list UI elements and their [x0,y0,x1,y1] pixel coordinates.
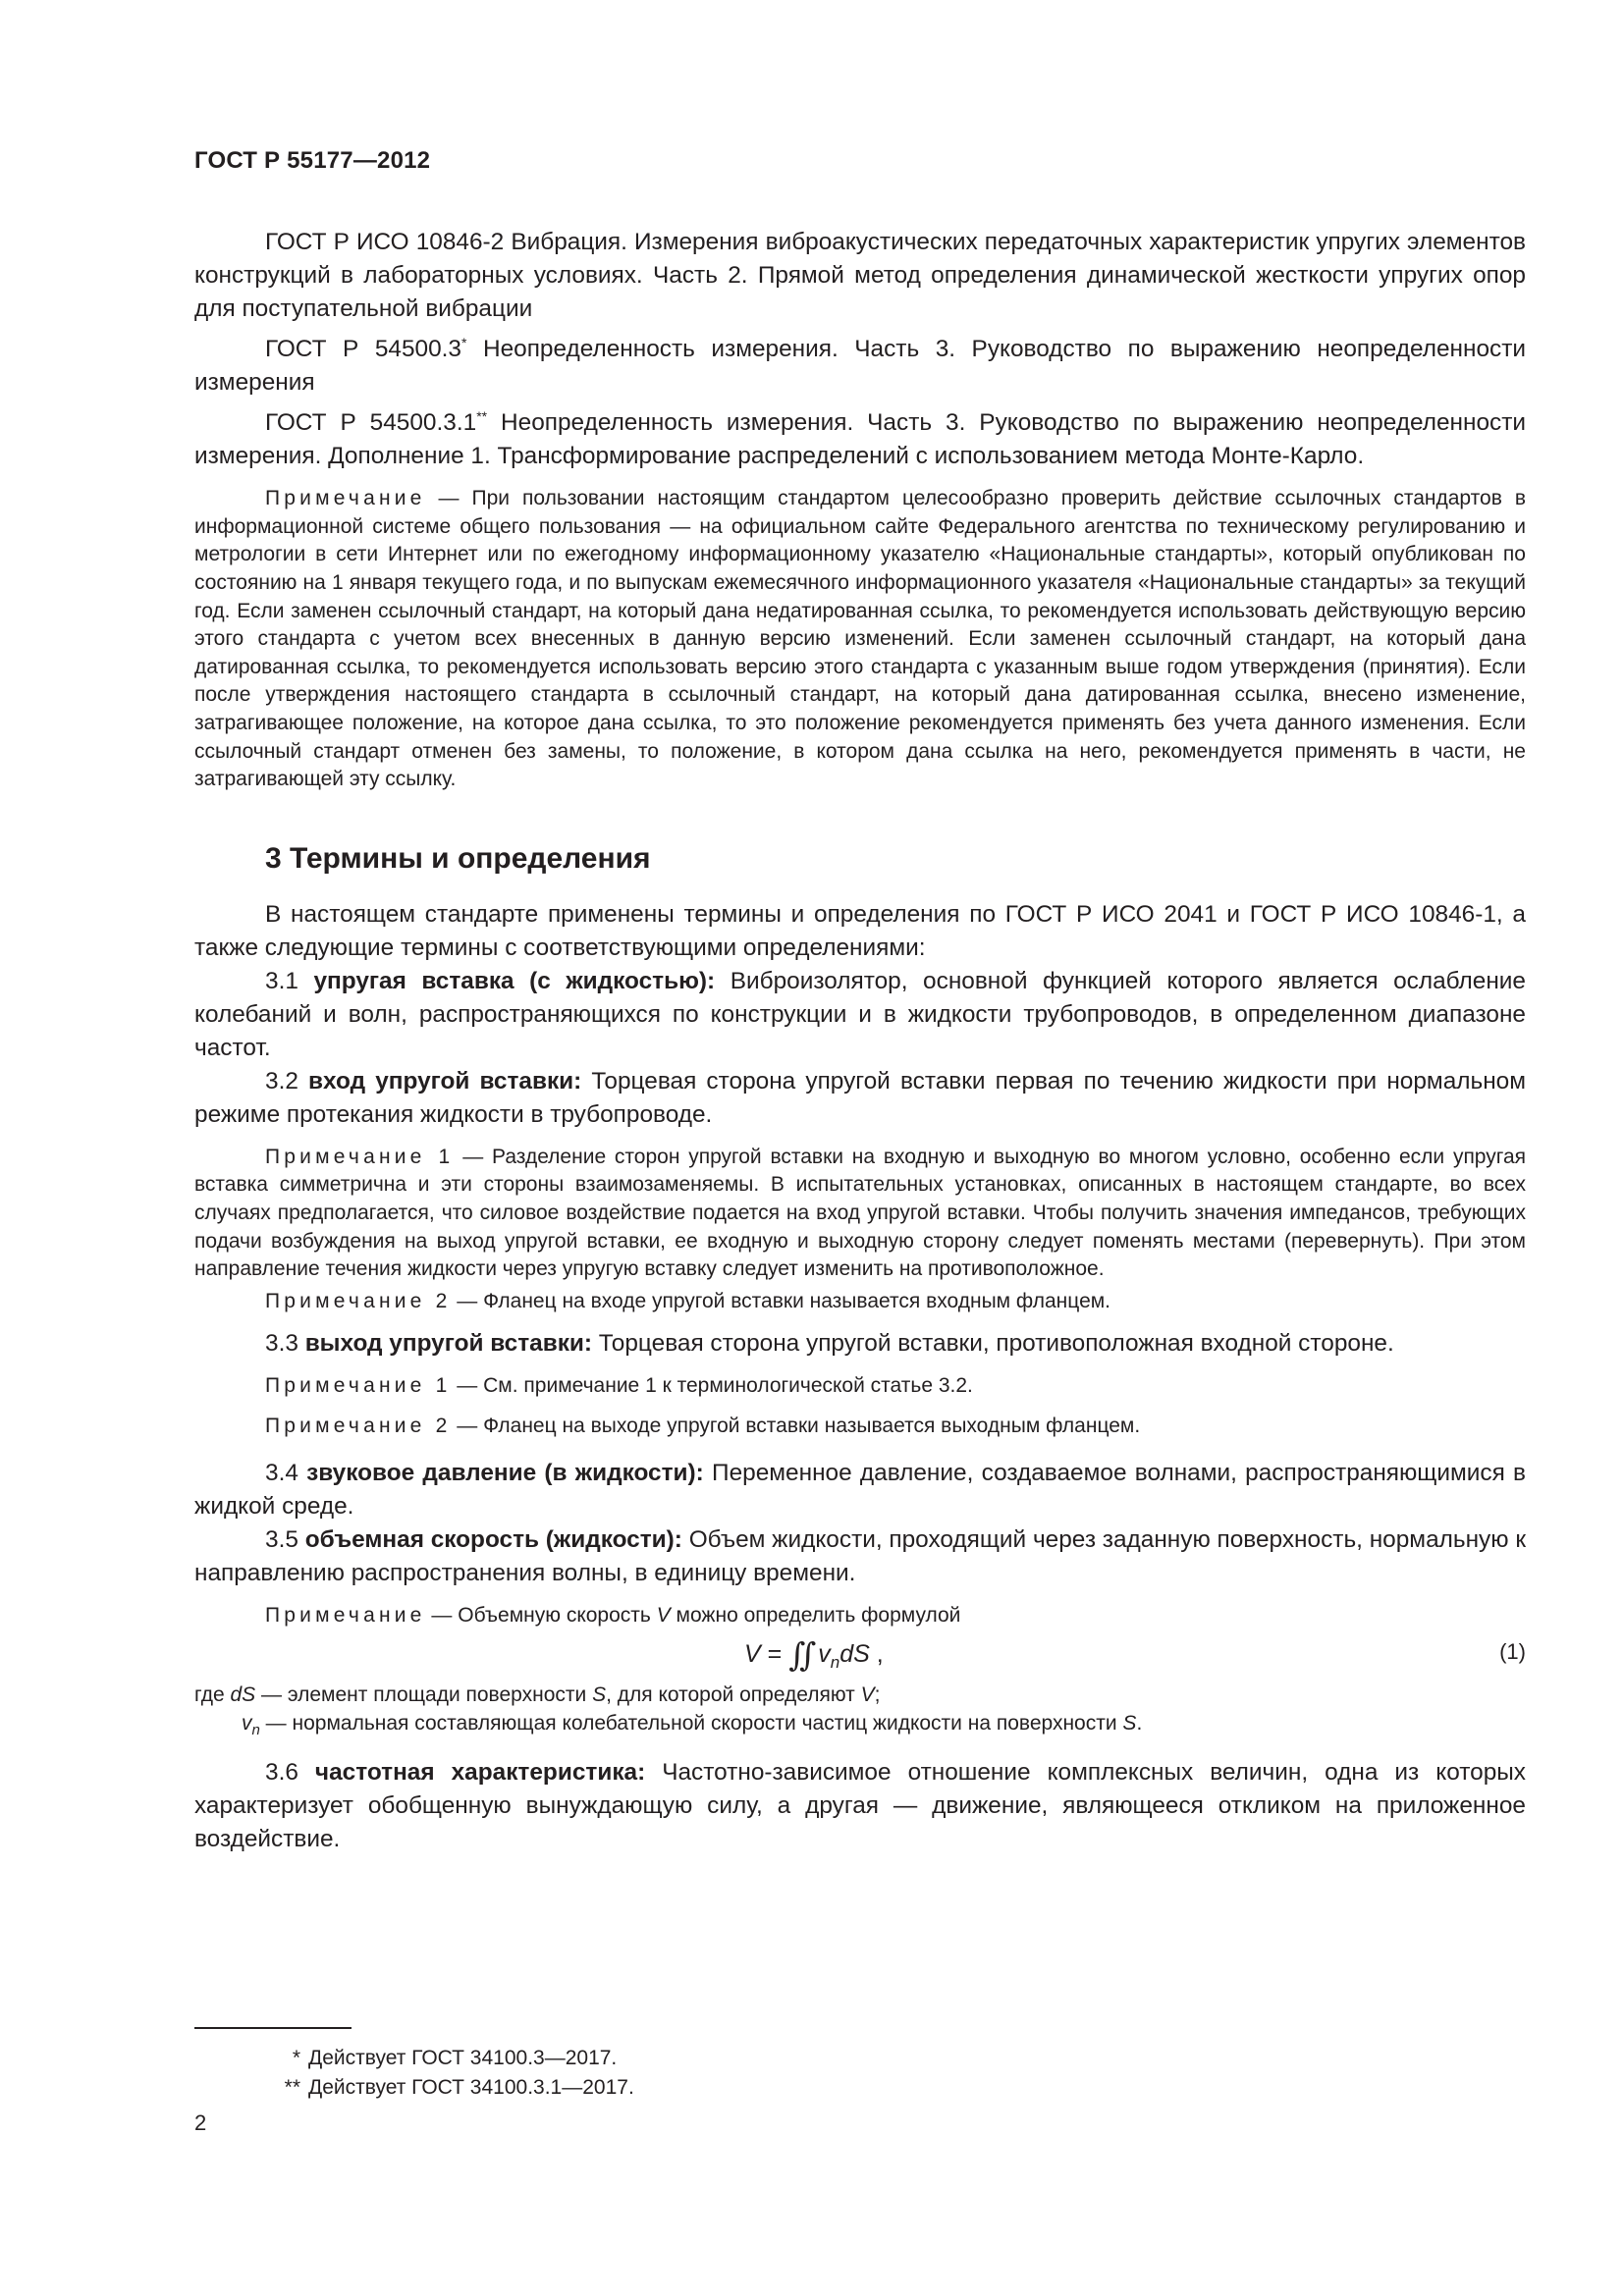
normative-references [194,226,1526,1856]
ref-title: Неопределенность измерения. Часть 3. Руководство по выражению неопределенности измерения. Дополнение 1. Трансформирование распределений с использованием метода Монте-Карло. [194,409,1527,470]
term-number: 3.4 [265,1459,307,1486]
note-label: Примечание 1 [265,1374,452,1398]
formula-lhs: V [744,1640,761,1669]
term-3-1 [194,965,1526,1065]
term-name: частотная характеристика: [314,1759,646,1787]
footnotes [194,2044,634,2103]
ref-54500-3 [194,326,1526,400]
footnote-text: Действует ГОСТ 34100.3.1—2017. [308,2076,634,2099]
note-references [194,485,1526,794]
note-3-2-2 [194,1288,1526,1316]
footnote-1 [194,2044,634,2073]
formula-eq: = [760,1640,789,1669]
symbol-v: v [242,1712,252,1735]
note-text: — См. примечание 1 к терминологической статье 3.2. [451,1374,973,1398]
where-line-1 [194,1681,1526,1709]
symbol-subscript-n: n [251,1722,260,1739]
note-label: Примечание 2 [265,1414,452,1437]
formula-subscript-n: n [830,1653,840,1673]
note-text: — Фланец на выходе упругой вставки называется выходным фланцем. [451,1414,1141,1437]
term-definition: Торцевая сторона упругой вставки первая по течению жидкости при нормальном режиме протекания жидкости в трубопроводе. [194,1067,1526,1128]
term-number: 3.2 [265,1067,309,1095]
formula-1 [194,1629,1526,1681]
running-header: ГОСТ Р 55177—2012 [194,147,431,174]
term-definition: Торцевая сторона упругой вставки, противоположная входной стороне. [592,1330,1394,1358]
term-name: упругая вставка (с жидкостью): [313,967,716,994]
note-text: — Разделение сторон упругой вставки на входную и выходную во многом условно, особенно если упругая вставка симметрична и эти стороны взаимозаменяемы. В испытательных установках, описанных в настоящем стандарте, во всех случаях предполагается, что силовое воздействие подается на вход упругой вставки. Чтобы получить значения импедансов, требующих подачи возбуждения на выход упругой вставки, ее входную и выходную сторону следует поменять местами (перевернуть). При этом направление течения жидкости через упругую вставку следует изменить на противоположное. [194,1145,1527,1281]
formula-v: v [818,1640,831,1669]
ref-code: ГОСТ Р 54500.3.1 [265,409,477,437]
note-3-2-1 [194,1144,1526,1284]
note-text: — Объемную скорость [425,1603,657,1627]
equation-number: (1) [1499,1639,1526,1665]
term-name: выход упругой вставки: [304,1330,593,1358]
where-line-2 [194,1709,1526,1744]
symbol-s: S [592,1683,607,1707]
term-name: объемная скорость (жидкости): [304,1525,682,1553]
term-name: звуковое давление (в жидкости): [306,1459,704,1486]
note-3-3-2 [194,1413,1526,1441]
term-3-2 [194,1065,1526,1132]
term-definition: Объем жидкости, проходящий через заданную поверхность, нормальную к направлению распространения волны, в единицу времени. [194,1525,1526,1586]
symbol-v: V [656,1603,671,1627]
ref-iso-10846-2: ГОСТ Р ИСО 10846-2 Вибрация. Измерения виброакустических передаточных характеристик упругих элементов конструкций в лабораторных условиях. Часть 2. Прямой метод определения динамической жесткости упругих опор для поступательной вибрации [194,229,1526,322]
note-text: — Фланец на входе упругой вставки называется входным фланцем. [451,1289,1111,1312]
double-integral-sign: ∬ [788,1635,811,1675]
note-text: — При пользовании настоящим стандартом целесообразно проверить действие ссылочных стандартов в информационной системе общего пользования — на официальном сайте Федерального агентства по техническому регулированию и метрологии в сети Интернет или по ежегодному информационному указателю «Национальные стандарты», который опубликован по состоянию на 1 января текущего года, и по выпускам ежемесячного информационного указателя «Национальные стандарты» за текущий год. Если заменен ссылочный стандарт, на который дана недатированная ссылка, то рекомендуется использовать действующую версию этого стандарта с учетом всех внесенных в данную версию изменений. Если заменен ссылочный стандарт, на который дана датированная ссылка, то рекомендуется использовать версию этого стандарта с указанным выше годом утверждения (принятия). Если после утверждения настоящего стандарта в ссылочный стандарт, на который дана датированная ссылка, внесено изменение, затрагивающее положение, на которое дана ссылка, то это положение рекомендуется применять без учета данного изменения. Если ссылочный стандарт отменен без замены, то положение, в котором дана ссылка на него, рекомендуется применять в части, не затрагивающей эту ссылку. [194,487,1526,791]
where-text: ; [874,1683,881,1707]
footnote-separator [194,2027,352,2029]
term-definition: Переменное давление, создаваемое волнами, распространяющимися в жидкой среде. [194,1459,1527,1520]
footnote-2 [194,2073,634,2103]
term-3-6 [194,1756,1526,1856]
where-text: — нормальная составляющая колебательной скорости частиц жидкости на поверхности [259,1712,1123,1735]
ref-54500-3-1 [194,400,1526,473]
term-number: 3.6 [265,1759,315,1787]
where-text: . [1136,1712,1143,1735]
symbol-s: S [1122,1712,1137,1735]
note-text: можно определить формулой [670,1603,961,1627]
page-number: 2 [194,2110,207,2135]
footnote-mark: ** [476,408,488,425]
footnote-text: Действует ГОСТ 34100.3—2017. [308,2047,618,2069]
where-text: где [194,1683,231,1707]
term-number: 3.1 [265,967,314,994]
note-label: Примечание 1 [265,1145,455,1168]
term-number: 3.3 [265,1330,305,1358]
formula-expression [744,1635,884,1674]
where-text: — элемент площади поверхности [255,1683,593,1707]
note-label: Примечание [265,487,426,510]
ref-code: ГОСТ Р 54500.3 [265,336,461,363]
term-definition: Частотно-зависимое отношение комплексных величин, одна из которых характеризует обобщенную вынуждающую силу, а другая — движение, являющееся откликом на приложенное воздействие. [194,1759,1526,1853]
section-3-intro: В настоящем стандарте применены термины и определения по ГОСТ Р ИСО 2041 и ГОСТ Р ИСО 10846-1, а также следующие термины с соответствующими определениями: [194,900,1526,961]
term-number: 3.5 [265,1525,305,1553]
footnote-mark: ** [284,2076,300,2099]
note-label: Примечание 2 [265,1289,452,1312]
formula-comma: , [869,1640,884,1669]
formula-ds: dS [839,1640,870,1669]
ref-title: Неопределенность измерения. Часть 3. Руководство по выражению неопределенности измерения [194,336,1527,397]
note-label: Примечание [265,1603,426,1627]
note-3-5 [194,1602,1526,1630]
symbol-ds: dS [230,1683,256,1707]
footnote-mark: * [292,2047,300,2069]
footnote-mark: * [461,335,467,350]
term-definition: Виброизолятор, основной функцией которого является ослабление колебаний и волн, распространяющихся по конструкции и в жидкости трубопроводов, в определенном диапазоне частот. [194,967,1527,1061]
note-3-3-1 [194,1372,1526,1401]
term-3-4 [194,1457,1526,1523]
term-3-5 [194,1523,1526,1590]
where-text: , для которой определяют [606,1683,861,1707]
term-name: вход упругой вставки: [308,1067,582,1095]
term-3-3 [194,1327,1526,1361]
section-3-title: 3 Термины и определения [265,841,651,875]
symbol-v: V [860,1683,875,1707]
